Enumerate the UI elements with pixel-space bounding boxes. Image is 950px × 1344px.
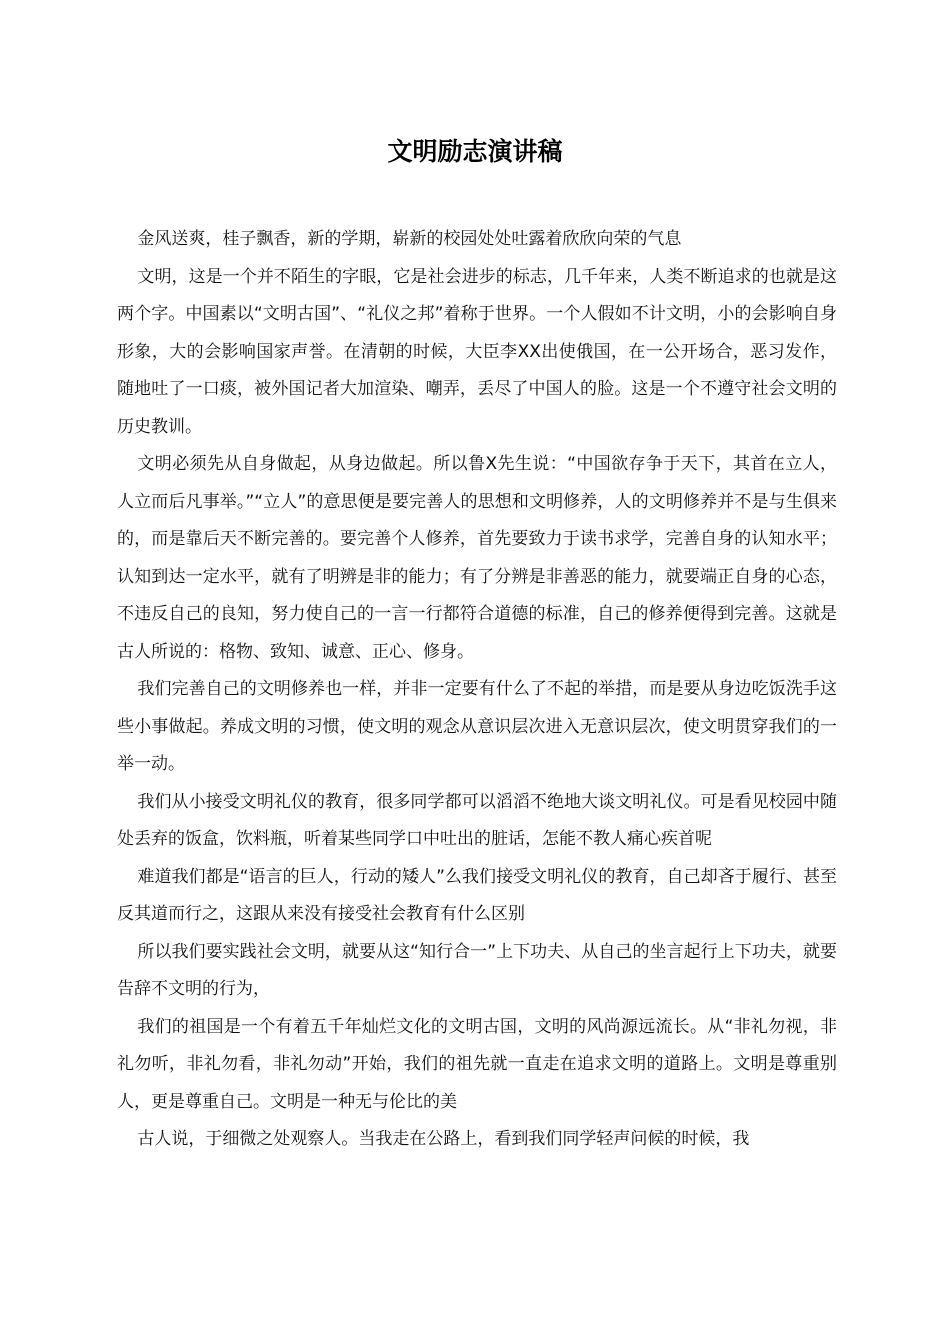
paragraph: 难道我们都是“语言的巨人，行动的矮人”么我们接受文明礼仪的教育，自己却吝于履行、甚至反其道而行之，这跟从来没有接受社会教育有什么区别	[117, 866, 837, 924]
paragraph: 文明必须先从自身做起，从身边做起。所以鲁X先生说：“中国欲存争于天下，其首在立人，人立而后凡事举。”“立人”的意思便是要完善人的思想和文明修养，人的文明修养并不是与生俱来的，而是靠后天不断完善的。要完善个人修养，首先要致力于读书求学，完善自身的认知水平；认知到达一定水平，就有了明辨是非的能力；有了分辨是非善恶的能力，就要端正自身的心态，不违反自己的良知，努力使自己的一言一行都符合道德的标准，自己的修养便得到完善。这就是古人所说的：格物、致知、诚意、正心、修身。	[117, 454, 837, 662]
paragraph: 所以我们要实践社会文明，就要从这“知行合一”上下功夫、从自己的坐言起行上下功夫，就要告辞不文明的行为，	[117, 941, 837, 999]
paragraph: 我们的祖国是一个有着五千年灿烂文化的文明古国，文明的风尚源远流长。从“非礼勿视，非礼勿听，非礼勿看，非礼勿动”开始，我们的祖先就一直走在追求文明的道路上。文明是尊重别人，更是尊重自己。文明是一种无与伦比的美	[117, 1016, 837, 1112]
paragraph: 我们完善自己的文明修养也一样，并非一定要有什么了不起的举措，而是要从身边吃饭洗手这些小事做起。养成文明的习惯，使文明的观念从意识层次进入无意识层次，使文明贯穿我们的一举一动。	[117, 679, 837, 774]
paragraph: 我们从小接受文明礼仪的教育，很多同学都可以滔滔不绝地大谈文明礼仪。可是看见校园中随处丢弃的饭盒，饮料瓶，听着某些同学口中吐出的脏话，怎能不教人痛心疾首呢	[117, 791, 837, 849]
paragraph: 金风送爽，桂子飘香，新的学期，崭新的校园处处吐露着欣欣向荣的气息	[137, 229, 682, 249]
document-title: 文明励志演讲稿	[387, 137, 563, 166]
document-body	[117, 221, 837, 1159]
paragraph: 文明，这是一个并不陌生的字眼，它是社会进步的标志，几千年来，人类不断追求的也就是这两个字。中国素以“文明古国”、“礼仪之邦”着称于世界。一个人假如不计文明，小的会影响自身形象，大的会影响国家声誉。在清朝的时候，大臣李XX出使俄国，在一公开场合，恶习发作，随地吐了一口痰，被外国记者大加渲染、嘲弄，丢尽了中国人的脸。这是一个不遵守社会文明的历史教训。	[117, 266, 837, 437]
paragraph: 古人说，于细微之处观察人。当我走在公路上，看到我们同学轻声问候的时候，我	[137, 1129, 750, 1149]
